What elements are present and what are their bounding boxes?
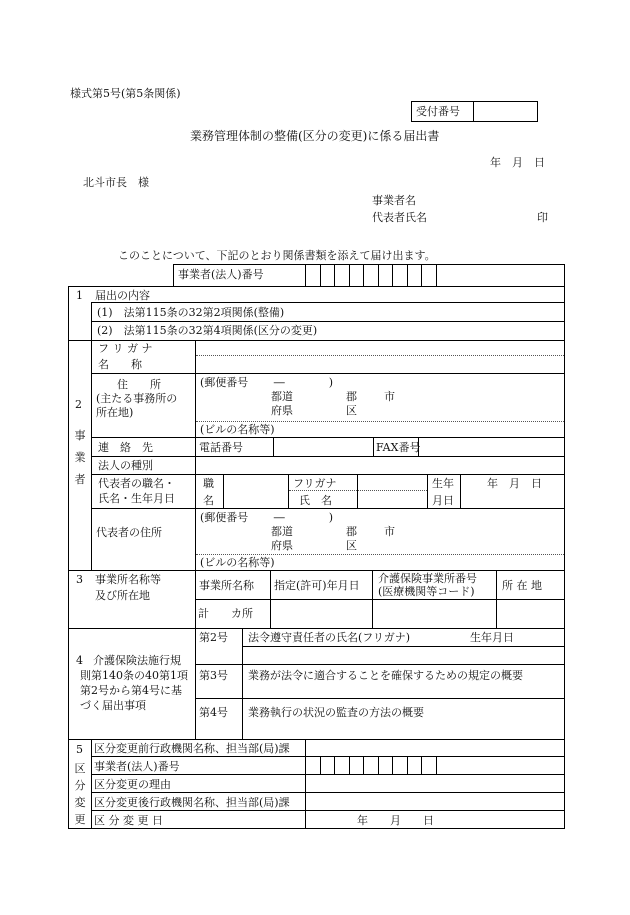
gappi-label: 月日 <box>432 494 454 507</box>
receipt-box <box>411 101 538 122</box>
date-line: 年 月 日 <box>490 156 545 169</box>
corp-number-label: 事業者(法人)番号 <box>178 268 264 281</box>
form-number: 様式第5号(第5条関係) <box>70 87 181 100</box>
office-name-header: 事業所名称 <box>199 579 254 592</box>
todo-label: 都道 <box>271 390 293 403</box>
designation-date-header: 指定(許可)年月日 <box>274 579 360 592</box>
change-date-ymd: 年 月 日 <box>357 814 434 827</box>
compliance-rules-label: 業務が法令に適合することを確保するための規定の概要 <box>248 669 523 682</box>
digit-box-divider <box>334 264 335 286</box>
seal-mark: 印 <box>537 211 548 224</box>
pre-change-agency-label: 区分変更前行政機関名称、担当部(局)課 <box>94 742 290 755</box>
digit-box-divider <box>349 756 350 774</box>
section-1-number: 1 <box>76 289 83 302</box>
section-4-label-1: 介護保険法施行規 <box>93 654 181 667</box>
rep-building-label: (ビルの名称等) <box>200 556 275 569</box>
digit-box-divider <box>349 264 350 286</box>
item-4-label: 第4号 <box>199 706 228 719</box>
section-3-label-2: 及び所在地 <box>95 589 150 602</box>
fuken-label: 府県 <box>271 404 293 417</box>
receipt-label: 受付番号 <box>416 105 460 118</box>
digit-box-divider <box>436 264 437 286</box>
rep-title-label-1: 代表者の職名・ <box>98 477 175 490</box>
digit-box-divider <box>378 264 379 286</box>
address-sublabel-1: (主たる事務所の <box>96 392 178 405</box>
corp-number-label-2: 事業者(法人)番号 <box>94 760 180 773</box>
digit-box-divider <box>421 756 422 774</box>
digit-box-divider <box>363 756 364 774</box>
rep-todo-label: 都道 <box>271 525 293 538</box>
section-4-number: 4 <box>76 654 83 667</box>
seinen-label: 生年 <box>432 477 454 490</box>
birth-date-ymd: 年 月 日 <box>487 477 542 490</box>
location-header: 所 在 地 <box>502 579 542 592</box>
section-2-number: 2 <box>75 398 82 411</box>
section-5-number: 5 <box>76 743 83 756</box>
shoku-label: 職 <box>203 477 214 490</box>
office-count-label: 計 カ所 <box>198 607 253 620</box>
rep-gun-label: 郡 <box>346 525 357 538</box>
compliance-officer-label: 法令遵守責任者の氏名(フリガナ) <box>248 631 411 644</box>
intro-text: このことについて、下記のとおり関係書類を添えて届け出ます。 <box>118 249 436 262</box>
rep-postal-label: (郵便番号 ― ) <box>200 511 334 524</box>
digit-box-divider <box>363 264 364 286</box>
address-sublabel-2: 所在地) <box>96 406 134 419</box>
compliance-birth-label: 生年月日 <box>470 631 514 644</box>
fax-label: FAX番号 <box>376 441 421 454</box>
option-1-seibi[interactable]: (1) 法第115条の32第2項関係(整備) <box>97 306 285 319</box>
digit-box-divider <box>334 756 335 774</box>
digit-box-divider <box>436 756 437 774</box>
ku-label: 区 <box>346 404 357 417</box>
digit-box-divider <box>407 264 408 286</box>
section-5-vertical-label: 区 分 変 更 <box>74 762 86 826</box>
corp-type-label: 法人の種別 <box>98 459 153 472</box>
rep-address-label: 代表者の住所 <box>96 526 162 539</box>
addressee: 北斗市長 様 <box>83 176 149 189</box>
change-reason-label: 区分変更の理由 <box>94 778 171 791</box>
digit-box-divider <box>320 264 321 286</box>
digit-box-divider <box>378 756 379 774</box>
name-label: 名 称 <box>98 358 142 371</box>
section-3-label-1: 事業所名称等 <box>95 573 161 586</box>
digit-box-divider <box>320 756 321 774</box>
postal-code-label: (郵便番号 ― ) <box>200 376 334 389</box>
rep-ku-label: 区 <box>346 539 357 552</box>
audit-method-label: 業務執行の状況の監査の方法の概要 <box>248 706 424 719</box>
mei-label: 名 <box>203 494 214 507</box>
section-4-label-3: 第2号から第4号に基 <box>80 684 182 697</box>
section-4-label-2: 則第140条の40第1項 <box>80 669 188 682</box>
document-title: 業務管理体制の整備(区分の変更)に係る届出書 <box>190 129 440 143</box>
building-label: (ビルの名称等) <box>200 423 275 436</box>
company-name-label: 事業者名 <box>372 194 416 207</box>
representative-label: 代表者氏名 <box>372 211 427 224</box>
office-number-header-2: (医療機関等コード) <box>378 585 475 598</box>
item-3-label: 第3号 <box>199 669 228 682</box>
furigana-label: フ リ ガ ナ <box>98 342 153 355</box>
section-1-title: 届出の内容 <box>95 289 150 302</box>
section-4-label-4: づく届出事項 <box>80 699 146 712</box>
shimei-label: 氏 名 <box>299 494 332 507</box>
post-change-agency-label: 区分変更後行政機関名称、担当部(局)課 <box>94 796 290 809</box>
item-2-label: 第2号 <box>199 631 228 644</box>
office-number-header-1: 介護保険事業所番号 <box>378 572 477 585</box>
address-label: 住 所 <box>117 378 161 391</box>
digit-box-divider <box>392 756 393 774</box>
rep-title-label-2: 氏名・生年月日 <box>98 492 175 505</box>
digit-box-divider <box>392 264 393 286</box>
digit-box-divider <box>421 264 422 286</box>
gun-label: 郡 <box>346 390 357 403</box>
rep-shi-label: 市 <box>384 525 395 538</box>
change-date-label: 区 分 変 更 日 <box>94 814 163 827</box>
option-2-kubun-henko[interactable]: (2) 法第115条の32第4項関係(区分の変更) <box>97 324 318 337</box>
contact-label: 連 絡 先 <box>98 441 153 454</box>
rep-fuken-label: 府県 <box>271 539 293 552</box>
tel-label: 電話番号 <box>199 441 243 454</box>
shi-label: 市 <box>384 390 395 403</box>
digit-box-divider <box>407 756 408 774</box>
section-2-vertical-label: 事 業 者 <box>74 429 86 486</box>
section-3-number: 3 <box>76 573 83 586</box>
furigana-label-2: フリガナ <box>293 477 337 490</box>
